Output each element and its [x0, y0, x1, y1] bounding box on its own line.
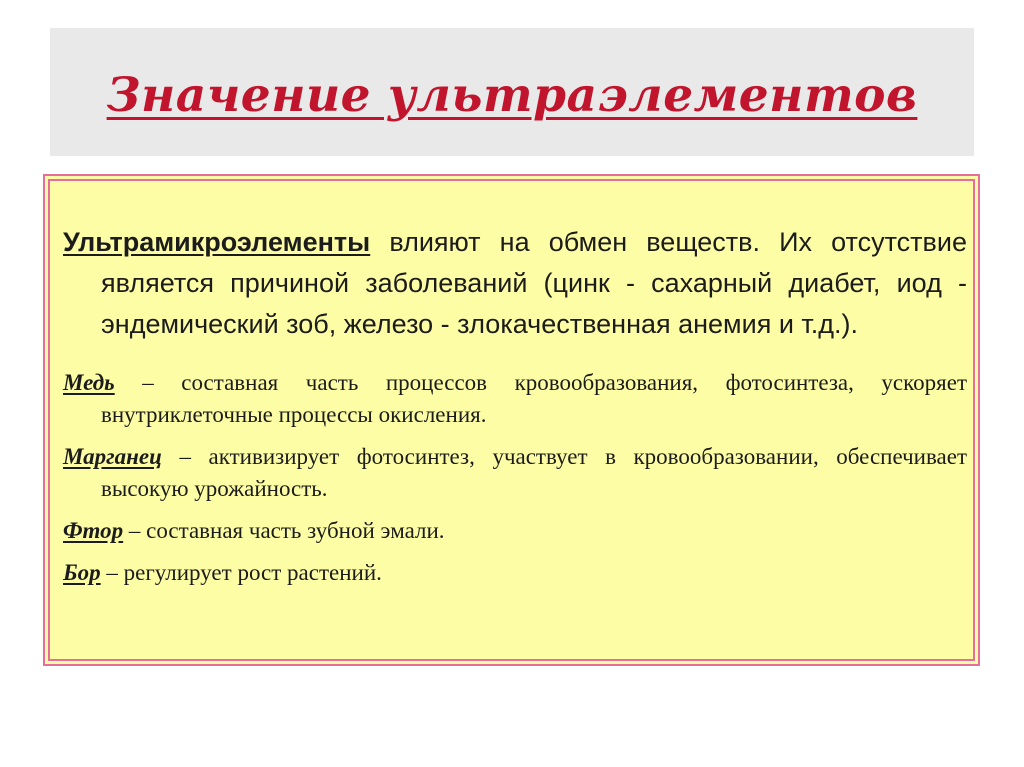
paragraph-lead: Ультрамикроэлементы: [63, 227, 371, 257]
paragraph-manganese: [63, 441, 967, 505]
paragraph-ultramicroelements: [63, 222, 967, 345]
paragraph-lead: Марганец: [63, 444, 162, 469]
paragraph-lead: Бор: [63, 560, 101, 585]
title-band: [50, 28, 974, 156]
paragraph-text: – активизирует фотосинтез, участвует в кровообразовании, обеспечивает высокую урожайность.: [101, 444, 967, 501]
content-frame-inner: [45, 176, 978, 664]
slide-title: Значение ультраэлементов: [106, 68, 918, 123]
paragraph-copper: [63, 367, 967, 431]
paragraph-text: – регулирует рост растений.: [100, 560, 382, 585]
content-body: [63, 222, 967, 599]
paragraph-fluorine: [63, 515, 967, 547]
content-frame: [43, 174, 980, 666]
paragraph-boron: [63, 557, 967, 589]
paragraph-text: – составная часть процессов кровообразования, фотосинтеза, ускоряет внутриклеточные процессы окисления.: [101, 370, 967, 427]
paragraph-text: влияют на обмен веществ. Их отсутствие является причиной заболеваний (цинк - сахарный диабет, иод - эндемический зоб, железо - злокачественная анемия и т.д.).: [101, 227, 967, 339]
paragraph-lead: Медь: [63, 370, 115, 395]
paragraph-lead: Фтор: [63, 518, 124, 543]
paragraph-text: – составная часть зубной эмали.: [123, 518, 445, 543]
